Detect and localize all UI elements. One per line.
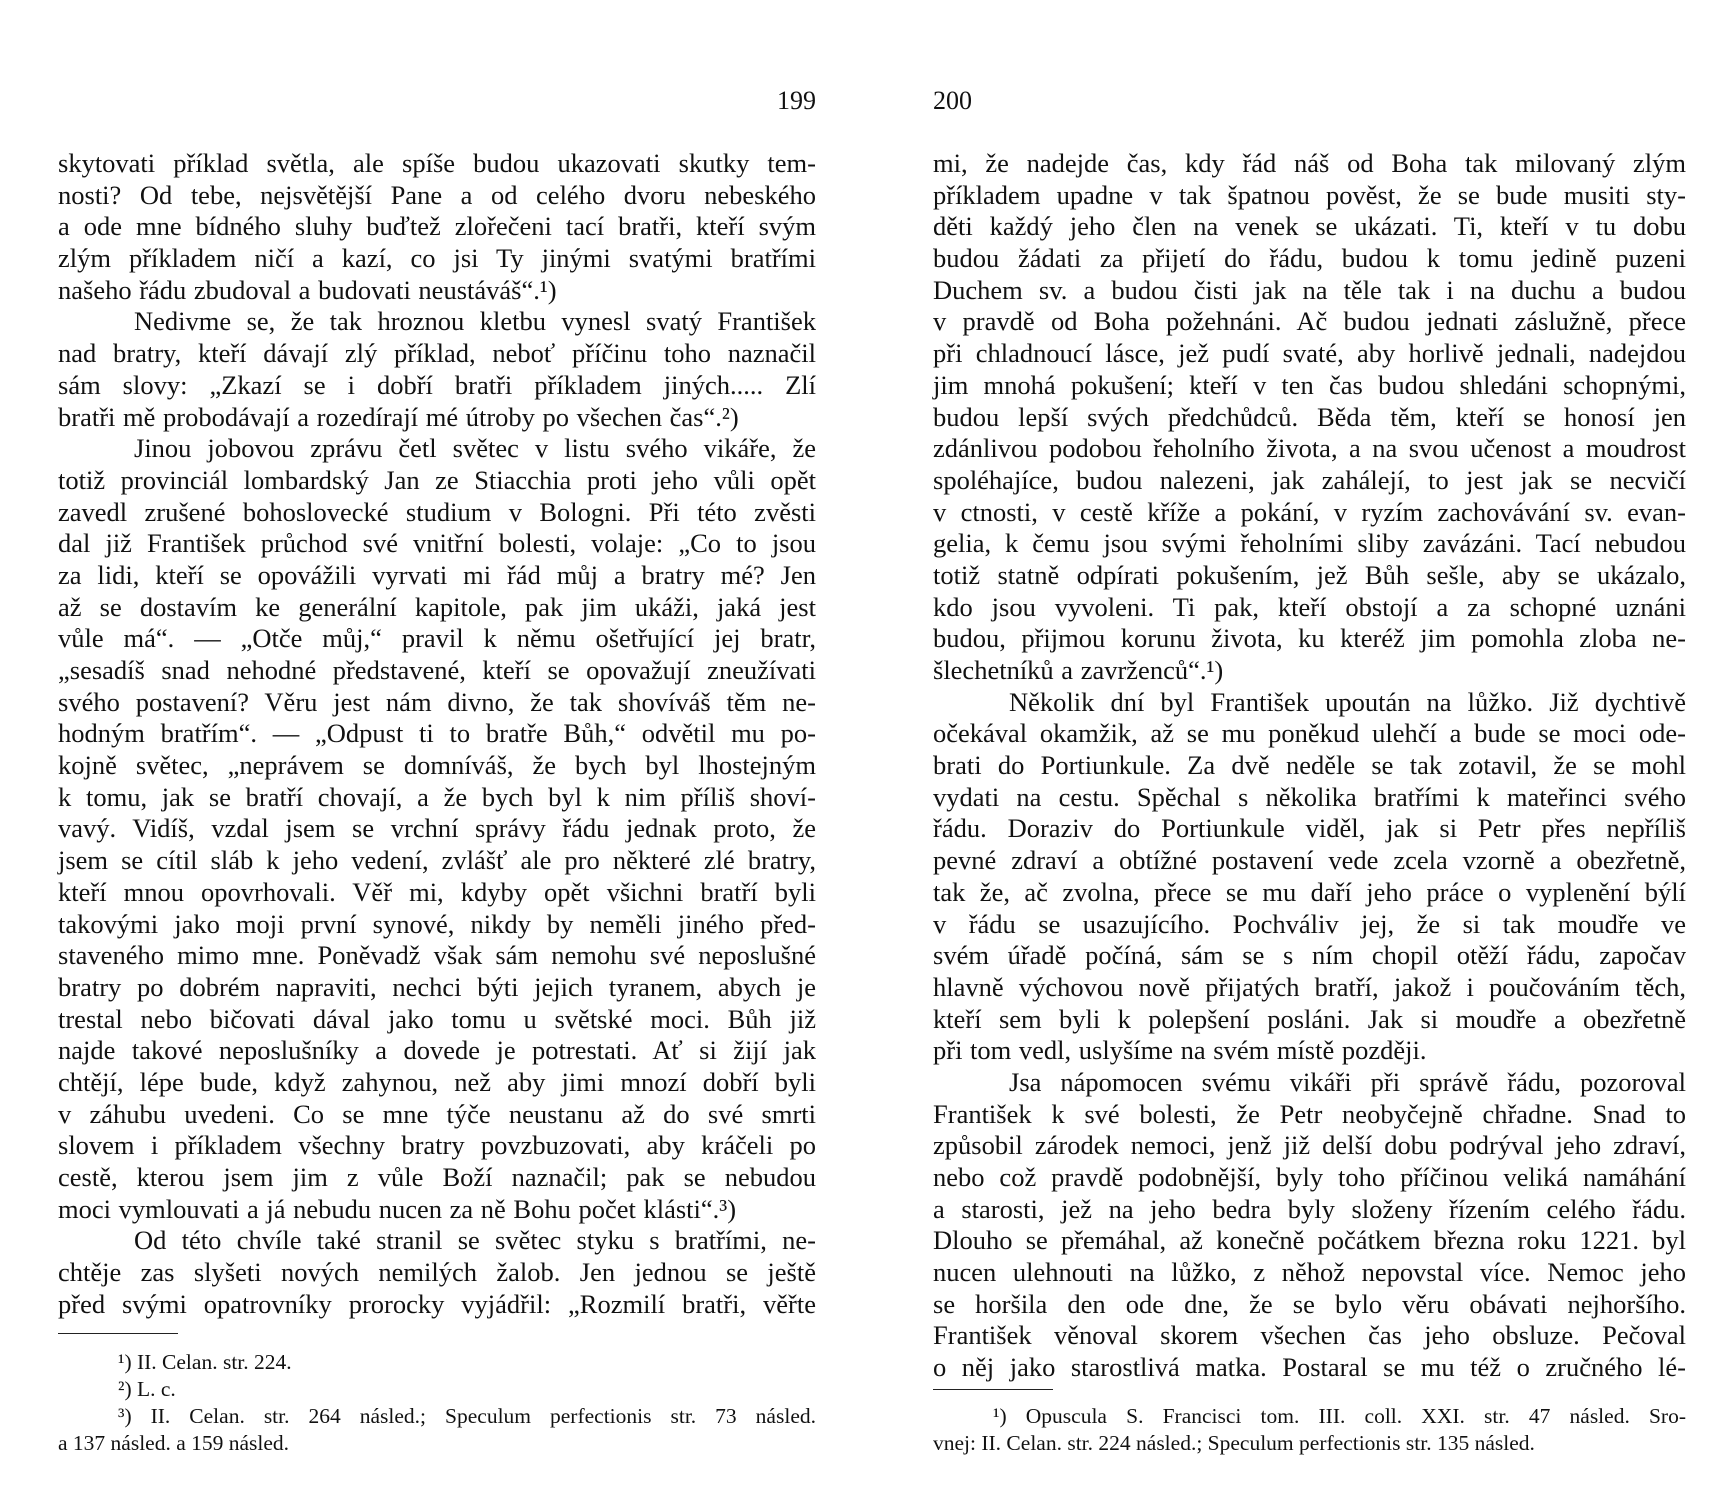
text-line: bratři mě probodávají a rozedírají mé útroby po všechen čas“.²) [58,401,739,432]
text-line: hlavně výchovou nově přijatých bratří, jakož i poučováním těch, [933,971,1686,1002]
text-line: kteří sem byli k polepšení posláni. Jak si moudře a obezřetně [933,1003,1686,1034]
text-line: tak že, ač zvolna, přece se mu daří jeho práce o vyplenění býlí [933,876,1686,907]
text-line: a starosti, jež na jeho bedra byly složeny řízením celého řádu. [933,1193,1686,1224]
page-number: 200 [933,86,972,115]
text-line: příkladem upadne v tak špatnou pověst, že se bude musiti sty- [933,179,1686,210]
text-line: trestal nebo bičovati dával jako tomu u světské moci. Bůh již [58,1003,816,1034]
text-line: cestě, kterou jsem jim z vůle Boží naznačil; pak se nebudou [58,1162,816,1192]
text-line: pevné zdraví a obtížné postavení vede zcela vzorně a obezřetně, [933,845,1686,876]
text-line: o něj jako starostlivá matka. Postaral se mu též o zručného lé- [933,1352,1686,1383]
text-line: za lidi, kteří se opovážili vyrvati mi řád můj a bratry mé? Jen [58,559,816,590]
text-line: Nedivme se, že tak hroznou kletbu vynesl svatý František [134,306,816,337]
text-line: Několik dní byl František upoután na lůžko. Již dychtivě [1009,686,1686,717]
text-line: najde takové neposlušníky a dovede je potrestati. Ať si žijí jak [58,1035,816,1066]
text-line: vavý. Vidíš, vzdal jsem se vrchní správy řádu jednak proto, že [58,813,816,844]
page-body [58,148,816,1320]
text-line: staveného mimo mne. Poněvadž však sám nemohu své neposlušné [58,940,816,971]
text-line: nosti? Od tebe, nejsvětější Pane a od celého dvoru nebeského [58,179,816,210]
text-line: skytovati příklad světla, ale spíše budou ukazovati skutky tem- [58,148,816,178]
text-line: při tom vedl, uslyšíme na svém místě později. [933,1035,1427,1066]
footnote-line: ³) II. Celan. str. 264 násled.; Speculum perfectionis str. 73 násled. [118,1404,816,1428]
left-page [58,0,816,1500]
text-line: budou lepší svých předchůdců. Běda těm, kteří se honosí jen [933,401,1686,432]
text-line: řádu. Doraziv do Portiunkule viděl, jak si Petr přes nepříliš [933,813,1686,844]
text-line: chtěje zas slyšeti nových nemilých žalob. Jen jednou se ještě [58,1257,816,1288]
text-line: jsem se cítil sláb k jeho vedení, zvlášť ale pro některé zlé bratry, [58,845,816,876]
text-line: v ctnosti, v cestě kříže a pokání, v ryzím zachovávání sv. evan- [933,496,1686,527]
text-line: bratry po dobrém napraviti, nechci býti jejich tyranem, abych je [58,971,816,1002]
text-line: zavedl zrušené bohoslovecké studium v Bologni. Při této zvěsti [58,496,816,527]
text-line: brati do Portiunkule. Za dvě neděle se tak zotavil, že se mohl [933,750,1686,781]
text-line: svém úřadě počíná, sám se s ním chopil otěží řádu, započav [933,940,1686,971]
footnotes [933,1403,1686,1457]
text-line: děti každý jeho člen na venek se ukázati. Ti, kteří v tu dobu [933,211,1686,242]
text-line: nad bratry, kteří dávají zlý příklad, neboť příčinu toho naznačil [58,338,816,369]
text-line: Dlouho se přemáhal, až konečně počátkem března roku 1221. byl [933,1225,1686,1256]
text-line: šlechetníků a zavrženců“.¹) [933,655,1224,685]
text-line: budou, přijmou korunu života, ku kteréž jim pomohla zloba ne- [933,623,1686,654]
text-line: zlým příkladem ničí a kazí, co jsi Ty jinými svatými bratřími [58,243,816,274]
text-line: Od této chvíle také stranil se světec styku s bratřími, ne- [134,1225,816,1256]
footnote-divider [933,1389,1053,1390]
text-line: dal již František průchod své vnitřní bolesti, volaje: „Co to jsou [58,528,816,559]
footnote-line: ¹) II. Celan. str. 224. [118,1350,292,1374]
text-line: František k své bolesti, že Petr neobyčejně chřadne. Snad to [933,1098,1686,1129]
text-line: kojně světec, „neprávem se domníváš, že bych byl lhostejným [58,750,816,781]
text-line: totiž statně odpírati pokušením, jež Bůh sešle, aby se ukázalo, [933,559,1686,590]
text-line: hodným bratřím“. — „Odpust ti to bratře Bůh,“ odvětil mu po- [58,718,816,749]
text-line: Jinou jobovou zprávu četl světec v listu svého vikáře, že [134,433,816,464]
text-line: před svými opatrovníky prorocky vyjádřil: „Rozmilí bratři, věřte [58,1288,816,1319]
text-line: František věnoval skorem všechen čas jeho obsluze. Pečoval [933,1320,1686,1351]
text-line: svého postavení? Věru jest nám divno, že tak shovíváš těm ne- [58,686,816,717]
text-line: v záhubu uvedeni. Co se mne týče neustanu až do své smrti [58,1098,816,1129]
footnotes [58,1349,816,1457]
text-line: moci vymlouvati a já nebudu nucen za ně Bohu počet klásti“.³) [58,1193,737,1224]
text-line: zdánlivou podobou řeholního života, a na svou učenost a moudrost [933,433,1686,464]
right-page [933,0,1686,1500]
text-line: jim mnohá pokušení; kteří v ten čas budou shledáni schopnými, [933,369,1686,400]
footnote-divider [58,1333,178,1334]
text-line: „sesadíš snad nehodné představené, kteří se opovažují zneužívati [58,655,816,685]
text-line: našeho řádu zbudoval a budovati neustáváš“.¹) [58,274,557,305]
text-line: chtějí, lépe bude, když zahynou, než aby jimi mnozí dobří byli [58,1066,816,1097]
text-line: kteří mnou opovrhovali. Věř mi, kdyby opět všichni bratří byli [58,876,816,907]
text-line: slovem i příkladem všechny bratry povzbuzovati, aby kráčeli po [58,1130,816,1161]
text-line: Duchem sv. a budou čisti jak na těle tak i na duchu a budou [933,274,1686,305]
text-line: budou žádati za přijetí do řádu, budou k tomu jedině puzeni [933,243,1686,274]
text-line: a ode mne bídného sluhy buďtež zlořečeni tací bratři, kteří svým [58,211,816,242]
text-line: gelia, k čemu jsou svými řeholními sliby zavázáni. Tací nebudou [933,528,1686,559]
text-line: se horšila den ode dne, že se bylo věru obávati nejhoršího. [933,1288,1686,1319]
text-line: při chladnoucí lásce, jež pudí svaté, aby horlivě jednali, nadejdou [933,338,1686,369]
text-line: takovými jako moji první synové, nikdy by neměli jiného před- [58,908,816,939]
text-line: nebo což pravdě podobnější, byly toho příčinou veliká namáhání [933,1162,1686,1192]
text-line: nucen ulehnouti na lůžko, z něhož nepovstal více. Nemoc jeho [933,1257,1686,1288]
text-line: Jsa nápomocen svému vikáři při správě řádu, pozoroval [1009,1066,1686,1097]
text-line: vůle má“. — „Otče můj,“ pravil k němu ošetřující jej bratr, [58,623,816,654]
text-line: způsobil zárodek nemoci, jenž již delší dobu podrýval jeho zdraví, [933,1130,1686,1161]
text-line: očekával okamžik, až se mu poněkud ulehčí a bude se moci ode- [933,718,1686,749]
text-line: až se dostavím ke generální kapitole, pak jim ukáži, jaká jest [58,591,816,622]
footnote-line: vnej: II. Celan. str. 224 násled.; Speculum perfectionis str. 135 násled. [933,1431,1535,1455]
text-line: spoléhajíce, budou nalezeni, jak zahálejí, to jest jak se necvičí [933,464,1686,495]
page-body [933,148,1686,1384]
text-line: kdo jsou vyvoleni. Ti pak, kteří obstojí a za schopné uznáni [933,591,1686,622]
text-line: v řádu se usazujícího. Pochváliv jej, že si tak moudře ve [933,908,1686,939]
text-line: mi, že nadejde čas, kdy řád náš od Boha tak milovaný zlým [933,148,1686,178]
text-line: sám slovy: „Zkazí se i dobří bratři příkladem jiných..... Zlí [58,369,816,400]
footnote-line: a 137 násled. a 159 násled. [58,1431,290,1455]
text-line: totiž provinciál lombardský Jan ze Stiacchia proti jeho vůli opět [58,464,816,495]
text-line: vydati na cestu. Spěchal s několika bratřími k mateřinci svého [933,781,1686,812]
text-line: k tomu, jak se bratří chovají, a že bych byl k nim příliš shoví- [58,781,816,812]
footnote-line: ²) L. c. [118,1377,176,1401]
footnote-line: ¹) Opuscula S. Francisci tom. III. coll. XXI. str. 47 násled. Sro- [993,1404,1686,1428]
text-line: v pravdě od Boha požehnáni. Ač budou jednati záslužně, přece [933,306,1686,337]
page-number: 199 [777,86,816,115]
